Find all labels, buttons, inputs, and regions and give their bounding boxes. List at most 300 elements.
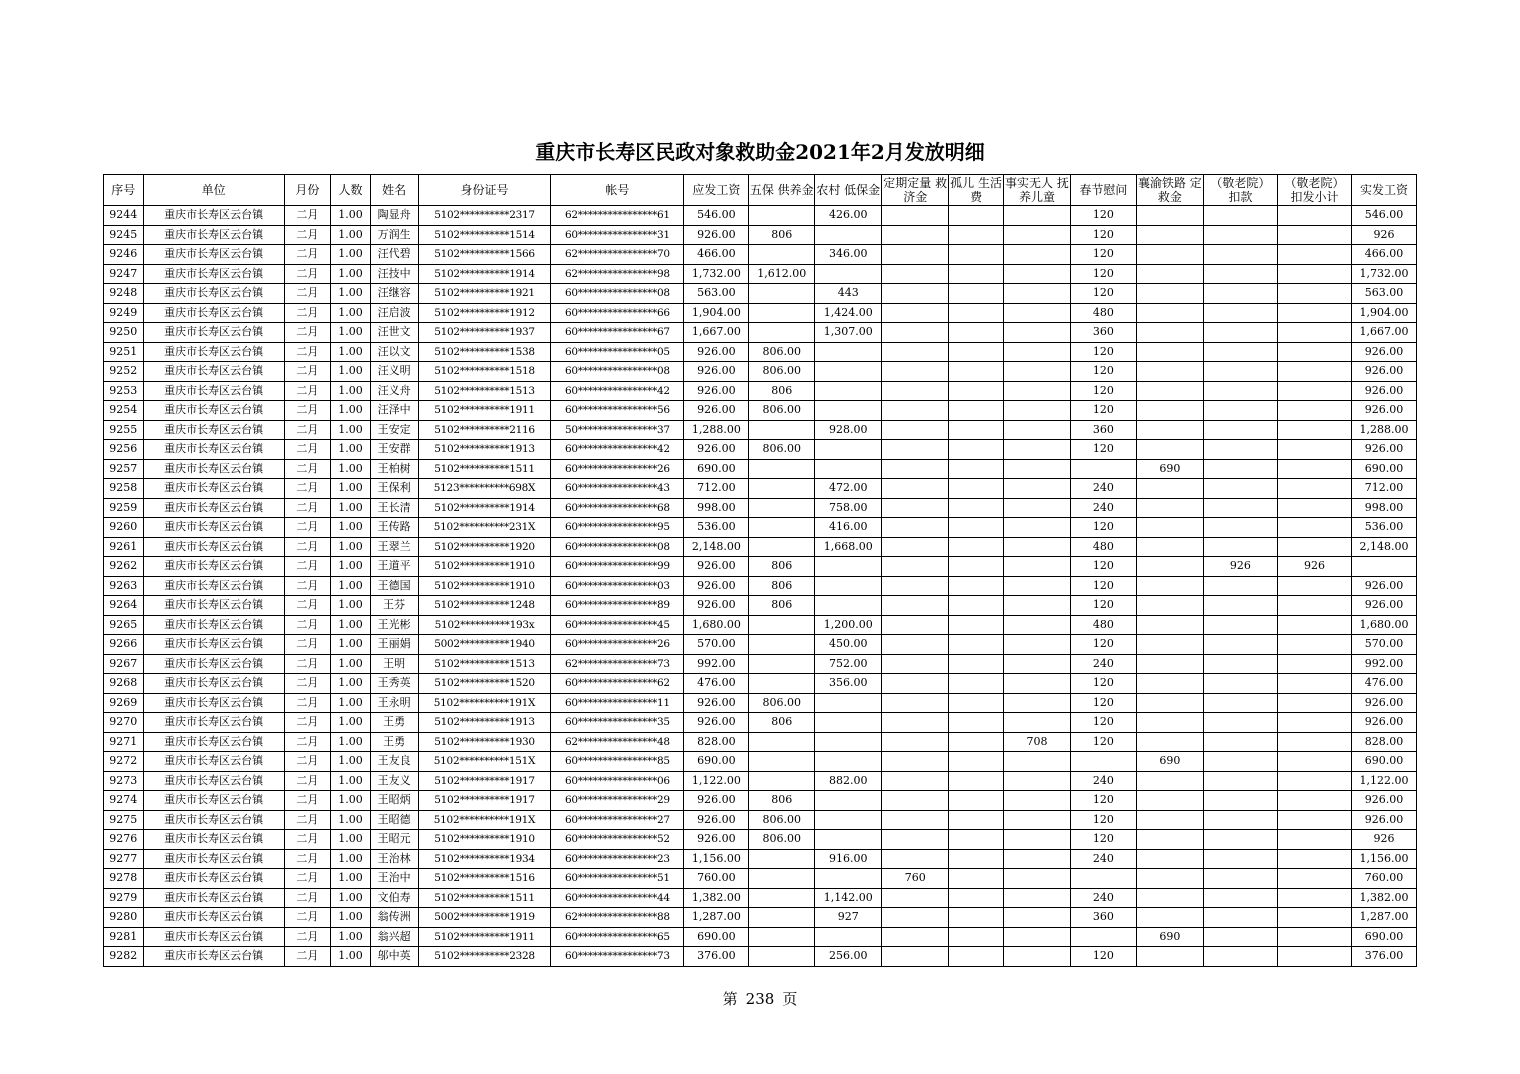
- cell-acct: 60****************95: [551, 518, 684, 538]
- cell-shishi: [1003, 440, 1070, 460]
- cell-id: 5102**********1914: [418, 264, 551, 284]
- cell-seq: 9269: [104, 693, 144, 713]
- cell-net: 926.00: [1351, 401, 1416, 421]
- cell-unit: 重庆市长寿区云台镇: [143, 576, 284, 596]
- cell-acct: 60****************99: [551, 557, 684, 577]
- cell-name: 王长清: [370, 498, 418, 518]
- cell-count: 1.00: [331, 635, 371, 655]
- cell-gross: 690.00: [684, 927, 749, 947]
- cell-guer: [949, 479, 1004, 499]
- cell-kouk: [1203, 947, 1277, 967]
- cell-count: 1.00: [331, 303, 371, 323]
- cell-acct: 60****************42: [551, 381, 684, 401]
- cell-acct: 60****************08: [551, 362, 684, 382]
- cell-kouk: [1203, 518, 1277, 538]
- cell-acct: 60****************26: [551, 459, 684, 479]
- cell-seq: 9265: [104, 615, 144, 635]
- cell-seq: 9245: [104, 225, 144, 245]
- cell-id: 5102**********1912: [418, 303, 551, 323]
- cell-net: 1,287.00: [1351, 908, 1416, 928]
- cell-unit: 重庆市长寿区云台镇: [143, 459, 284, 479]
- cell-unit: 重庆市长寿区云台镇: [143, 888, 284, 908]
- cell-count: 1.00: [331, 615, 371, 635]
- cell-shishi: [1003, 947, 1070, 967]
- table-row: [104, 381, 1417, 401]
- cell-gross: 536.00: [684, 518, 749, 538]
- cell-dingqi: [882, 713, 949, 733]
- cell-chunjie: 240: [1070, 654, 1136, 674]
- cell-dibao: [815, 830, 882, 850]
- cell-dibao: [815, 557, 882, 577]
- cell-dibao: [815, 459, 882, 479]
- cell-kouk: [1203, 323, 1277, 343]
- cell-dibao: 450.00: [815, 635, 882, 655]
- cell-month: 二月: [284, 362, 331, 382]
- cell-count: 1.00: [331, 693, 371, 713]
- cell-seq: 9254: [104, 401, 144, 421]
- table-row: [104, 342, 1417, 362]
- cell-dibao: 1,307.00: [815, 323, 882, 343]
- cell-dibao: 882.00: [815, 771, 882, 791]
- cell-net: 1,680.00: [1351, 615, 1416, 635]
- cell-gross: 998.00: [684, 498, 749, 518]
- cell-chunjie: 120: [1070, 362, 1136, 382]
- cell-unit: 重庆市长寿区云台镇: [143, 732, 284, 752]
- cell-name: 王秀英: [370, 674, 418, 694]
- cell-gross: 2,148.00: [684, 537, 749, 557]
- cell-month: 二月: [284, 732, 331, 752]
- cell-acct: 60****************66: [551, 303, 684, 323]
- cell-guer: [949, 732, 1004, 752]
- cell-shishi: [1003, 615, 1070, 635]
- table-row: [104, 401, 1417, 421]
- cell-seq: 9262: [104, 557, 144, 577]
- cell-guer: [949, 245, 1004, 265]
- cell-gross: 690.00: [684, 752, 749, 772]
- cell-koufa: [1277, 303, 1351, 323]
- cell-dibao: 1,142.00: [815, 888, 882, 908]
- cell-name: 万润生: [370, 225, 418, 245]
- table-row: [104, 947, 1417, 967]
- column-header: 姓名: [370, 175, 418, 206]
- cell-count: 1.00: [331, 225, 371, 245]
- cell-chunjie: 120: [1070, 401, 1136, 421]
- cell-dingqi: [882, 362, 949, 382]
- cell-seq: 9268: [104, 674, 144, 694]
- cell-count: 1.00: [331, 849, 371, 869]
- cell-net: 476.00: [1351, 674, 1416, 694]
- cell-count: 1.00: [331, 927, 371, 947]
- cell-xiangyu: [1136, 284, 1203, 304]
- cell-koufa: [1277, 947, 1351, 967]
- cell-koufa: [1277, 323, 1351, 343]
- cell-acct: 62****************61: [551, 206, 684, 226]
- cell-name: 王昭德: [370, 810, 418, 830]
- cell-kouk: [1203, 459, 1277, 479]
- column-header: （敬老院） 扣发小计: [1277, 175, 1351, 206]
- cell-gross: 476.00: [684, 674, 749, 694]
- cell-kouk: [1203, 771, 1277, 791]
- cell-wubao: 806.00: [749, 810, 815, 830]
- cell-koufa: [1277, 401, 1351, 421]
- cell-dibao: [815, 869, 882, 889]
- cell-koufa: [1277, 713, 1351, 733]
- cell-xiangyu: [1136, 693, 1203, 713]
- cell-seq: 9280: [104, 908, 144, 928]
- cell-chunjie: 120: [1070, 732, 1136, 752]
- cell-dibao: 928.00: [815, 420, 882, 440]
- cell-kouk: [1203, 420, 1277, 440]
- cell-acct: 62****************88: [551, 908, 684, 928]
- cell-xiangyu: [1136, 732, 1203, 752]
- cell-guer: [949, 810, 1004, 830]
- cell-acct: 62****************98: [551, 264, 684, 284]
- cell-kouk: [1203, 849, 1277, 869]
- cell-shishi: [1003, 264, 1070, 284]
- cell-kouk: [1203, 752, 1277, 772]
- cell-count: 1.00: [331, 479, 371, 499]
- cell-shishi: [1003, 771, 1070, 791]
- cell-dibao: 472.00: [815, 479, 882, 499]
- cell-koufa: [1277, 381, 1351, 401]
- cell-gross: 1,156.00: [684, 849, 749, 869]
- cell-chunjie: 240: [1070, 888, 1136, 908]
- cell-dingqi: [882, 810, 949, 830]
- cell-net: 546.00: [1351, 206, 1416, 226]
- cell-id: 5102**********193x: [418, 615, 551, 635]
- column-header: 春节慰问: [1070, 175, 1136, 206]
- cell-dingqi: [882, 440, 949, 460]
- table-row: [104, 693, 1417, 713]
- cell-kouk: [1203, 401, 1277, 421]
- cell-wubao: 806: [749, 791, 815, 811]
- cell-net: 1,904.00: [1351, 303, 1416, 323]
- cell-name: 王明: [370, 654, 418, 674]
- cell-wubao: [749, 420, 815, 440]
- cell-name: 王友良: [370, 752, 418, 772]
- cell-wubao: [749, 888, 815, 908]
- cell-wubao: [749, 752, 815, 772]
- column-header: （敬老院） 扣款: [1203, 175, 1277, 206]
- cell-month: 二月: [284, 420, 331, 440]
- cell-unit: 重庆市长寿区云台镇: [143, 245, 284, 265]
- cell-month: 二月: [284, 908, 331, 928]
- cell-gross: 926.00: [684, 440, 749, 460]
- cell-name: 邬中英: [370, 947, 418, 967]
- cell-kouk: [1203, 342, 1277, 362]
- cell-guer: [949, 674, 1004, 694]
- cell-count: 1.00: [331, 206, 371, 226]
- cell-count: 1.00: [331, 264, 371, 284]
- cell-seq: 9264: [104, 596, 144, 616]
- table-row: [104, 323, 1417, 343]
- cell-wubao: 806: [749, 596, 815, 616]
- cell-wubao: [749, 869, 815, 889]
- cell-net: 690.00: [1351, 927, 1416, 947]
- cell-dingqi: [882, 303, 949, 323]
- cell-wubao: [749, 927, 815, 947]
- cell-koufa: [1277, 245, 1351, 265]
- table-row: [104, 635, 1417, 655]
- cell-shishi: [1003, 537, 1070, 557]
- cell-dingqi: [882, 459, 949, 479]
- cell-xiangyu: [1136, 401, 1203, 421]
- cell-seq: 9246: [104, 245, 144, 265]
- cell-net: 536.00: [1351, 518, 1416, 538]
- cell-koufa: [1277, 888, 1351, 908]
- cell-count: 1.00: [331, 752, 371, 772]
- cell-seq: 9267: [104, 654, 144, 674]
- cell-chunjie: 120: [1070, 810, 1136, 830]
- cell-unit: 重庆市长寿区云台镇: [143, 498, 284, 518]
- header-row: [104, 175, 1417, 206]
- cell-unit: 重庆市长寿区云台镇: [143, 791, 284, 811]
- cell-name: 王昭元: [370, 830, 418, 850]
- cell-count: 1.00: [331, 518, 371, 538]
- cell-wubao: [749, 459, 815, 479]
- cell-id: 5002**********1940: [418, 635, 551, 655]
- cell-kouk: [1203, 654, 1277, 674]
- cell-seq: 9256: [104, 440, 144, 460]
- cell-dingqi: [882, 537, 949, 557]
- table-row: [104, 791, 1417, 811]
- table-row: [104, 830, 1417, 850]
- cell-guer: [949, 849, 1004, 869]
- cell-xiangyu: [1136, 225, 1203, 245]
- cell-koufa: [1277, 810, 1351, 830]
- cell-koufa: [1277, 576, 1351, 596]
- cell-xiangyu: [1136, 810, 1203, 830]
- cell-name: 王友义: [370, 771, 418, 791]
- cell-koufa: [1277, 791, 1351, 811]
- cell-chunjie: 120: [1070, 264, 1136, 284]
- cell-koufa: [1277, 596, 1351, 616]
- column-header: 实发工资: [1351, 175, 1416, 206]
- cell-count: 1.00: [331, 732, 371, 752]
- cell-id: 5102**********2317: [418, 206, 551, 226]
- cell-net: 2,148.00: [1351, 537, 1416, 557]
- cell-shishi: [1003, 362, 1070, 382]
- cell-koufa: [1277, 264, 1351, 284]
- cell-shishi: [1003, 888, 1070, 908]
- cell-name: 汪世文: [370, 323, 418, 343]
- cell-shishi: [1003, 323, 1070, 343]
- cell-kouk: [1203, 927, 1277, 947]
- cell-dibao: 916.00: [815, 849, 882, 869]
- cell-wubao: [749, 498, 815, 518]
- cell-unit: 重庆市长寿区云台镇: [143, 615, 284, 635]
- cell-xiangyu: [1136, 576, 1203, 596]
- cell-shishi: [1003, 206, 1070, 226]
- cell-dibao: [815, 342, 882, 362]
- cell-unit: 重庆市长寿区云台镇: [143, 479, 284, 499]
- cell-dingqi: [882, 752, 949, 772]
- cell-guer: [949, 537, 1004, 557]
- cell-kouk: [1203, 381, 1277, 401]
- table-body: [104, 206, 1417, 967]
- cell-id: 5102**********1937: [418, 323, 551, 343]
- cell-wubao: 806.00: [749, 830, 815, 850]
- cell-koufa: [1277, 635, 1351, 655]
- cell-month: 二月: [284, 401, 331, 421]
- cell-dingqi: [882, 830, 949, 850]
- cell-name: 王保利: [370, 479, 418, 499]
- cell-id: 5102**********2328: [418, 947, 551, 967]
- cell-acct: 60****************73: [551, 947, 684, 967]
- cell-guer: [949, 557, 1004, 577]
- cell-seq: 9277: [104, 849, 144, 869]
- cell-xiangyu: [1136, 908, 1203, 928]
- cell-month: 二月: [284, 810, 331, 830]
- cell-id: 5102**********1538: [418, 342, 551, 362]
- cell-dingqi: [882, 791, 949, 811]
- column-header: 身份证号: [418, 175, 551, 206]
- cell-guer: [949, 888, 1004, 908]
- cell-chunjie: [1070, 752, 1136, 772]
- cell-xiangyu: [1136, 713, 1203, 733]
- cell-count: 1.00: [331, 420, 371, 440]
- footer-prefix: 第: [722, 990, 738, 1008]
- cell-xiangyu: [1136, 498, 1203, 518]
- cell-acct: 62****************73: [551, 654, 684, 674]
- cell-xiangyu: [1136, 557, 1203, 577]
- cell-seq: 9261: [104, 537, 144, 557]
- cell-name: 汪义舟: [370, 381, 418, 401]
- table-row: [104, 654, 1417, 674]
- cell-dingqi: [882, 206, 949, 226]
- table-row: [104, 479, 1417, 499]
- cell-guer: [949, 791, 1004, 811]
- column-header: 定期定量 救济金: [883, 176, 948, 204]
- cell-xiangyu: [1136, 381, 1203, 401]
- cell-xiangyu: [1136, 654, 1203, 674]
- cell-wubao: [749, 654, 815, 674]
- cell-guer: [949, 576, 1004, 596]
- cell-name: 汪义明: [370, 362, 418, 382]
- cell-chunjie: 120: [1070, 693, 1136, 713]
- cell-unit: 重庆市长寿区云台镇: [143, 284, 284, 304]
- cell-gross: 376.00: [684, 947, 749, 967]
- cell-unit: 重庆市长寿区云台镇: [143, 225, 284, 245]
- cell-id: 5102**********2116: [418, 420, 551, 440]
- cell-seq: 9266: [104, 635, 144, 655]
- cell-name: 王安定: [370, 420, 418, 440]
- cell-dingqi: [882, 401, 949, 421]
- cell-koufa: [1277, 654, 1351, 674]
- cell-name: 王勇: [370, 732, 418, 752]
- cell-koufa: [1277, 869, 1351, 889]
- cell-count: 1.00: [331, 810, 371, 830]
- table-row: [104, 537, 1417, 557]
- cell-kouk: [1203, 225, 1277, 245]
- cell-seq: 9249: [104, 303, 144, 323]
- cell-acct: 60****************42: [551, 440, 684, 460]
- cell-dibao: 443: [815, 284, 882, 304]
- column-header: 帐号: [551, 175, 684, 206]
- cell-dingqi: [882, 635, 949, 655]
- cell-net: 760.00: [1351, 869, 1416, 889]
- cell-chunjie: 120: [1070, 206, 1136, 226]
- cell-chunjie: [1070, 869, 1136, 889]
- cell-id: 5102**********1518: [418, 362, 551, 382]
- cell-dibao: 256.00: [815, 947, 882, 967]
- cell-shishi: [1003, 869, 1070, 889]
- cell-acct: 50****************37: [551, 420, 684, 440]
- cell-kouk: 926: [1203, 557, 1277, 577]
- cell-unit: 重庆市长寿区云台镇: [143, 752, 284, 772]
- cell-net: 926.00: [1351, 342, 1416, 362]
- cell-chunjie: 120: [1070, 342, 1136, 362]
- cell-name: 翁传洲: [370, 908, 418, 928]
- cell-id: 5102**********1913: [418, 713, 551, 733]
- cell-acct: 60****************44: [551, 888, 684, 908]
- cell-chunjie: 120: [1070, 381, 1136, 401]
- cell-gross: 1,904.00: [684, 303, 749, 323]
- cell-seq: 9255: [104, 420, 144, 440]
- cell-dingqi: [882, 264, 949, 284]
- cell-id: 5102**********151X: [418, 752, 551, 772]
- cell-seq: 9278: [104, 869, 144, 889]
- cell-chunjie: 360: [1070, 420, 1136, 440]
- cell-guer: [949, 752, 1004, 772]
- cell-seq: 9260: [104, 518, 144, 538]
- cell-dingqi: [882, 284, 949, 304]
- cell-shishi: [1003, 420, 1070, 440]
- cell-net: 926.00: [1351, 713, 1416, 733]
- cell-chunjie: 480: [1070, 303, 1136, 323]
- cell-koufa: 926: [1277, 557, 1351, 577]
- cell-seq: 9247: [104, 264, 144, 284]
- cell-unit: 重庆市长寿区云台镇: [143, 927, 284, 947]
- table-row: [104, 713, 1417, 733]
- cell-id: 5102**********1566: [418, 245, 551, 265]
- cell-acct: 60****************26: [551, 635, 684, 655]
- cell-count: 1.00: [331, 342, 371, 362]
- cell-id: 5002**********1919: [418, 908, 551, 928]
- cell-xiangyu: [1136, 830, 1203, 850]
- cell-shishi: [1003, 596, 1070, 616]
- cell-dingqi: [882, 947, 949, 967]
- cell-unit: 重庆市长寿区云台镇: [143, 323, 284, 343]
- cell-kouk: [1203, 791, 1277, 811]
- cell-xiangyu: [1136, 849, 1203, 869]
- cell-wubao: 806.00: [749, 440, 815, 460]
- cell-month: 二月: [284, 537, 331, 557]
- cell-guer: [949, 362, 1004, 382]
- cell-shishi: 708: [1003, 732, 1070, 752]
- cell-net: 1,288.00: [1351, 420, 1416, 440]
- cell-name: 汪继容: [370, 284, 418, 304]
- cell-kouk: [1203, 440, 1277, 460]
- cell-dibao: [815, 693, 882, 713]
- cell-id: 5102**********1930: [418, 732, 551, 752]
- cell-koufa: [1277, 537, 1351, 557]
- cell-seq: 9273: [104, 771, 144, 791]
- cell-dingqi: [882, 615, 949, 635]
- cell-name: 王昭炳: [370, 791, 418, 811]
- cell-month: 二月: [284, 342, 331, 362]
- cell-dibao: [815, 810, 882, 830]
- cell-gross: 926.00: [684, 713, 749, 733]
- cell-acct: 62****************48: [551, 732, 684, 752]
- cell-xiangyu: [1136, 615, 1203, 635]
- cell-acct: 60****************11: [551, 693, 684, 713]
- cell-kouk: [1203, 206, 1277, 226]
- cell-name: 王安群: [370, 440, 418, 460]
- cell-guer: [949, 693, 1004, 713]
- cell-chunjie: 120: [1070, 674, 1136, 694]
- cell-net: 690.00: [1351, 752, 1416, 772]
